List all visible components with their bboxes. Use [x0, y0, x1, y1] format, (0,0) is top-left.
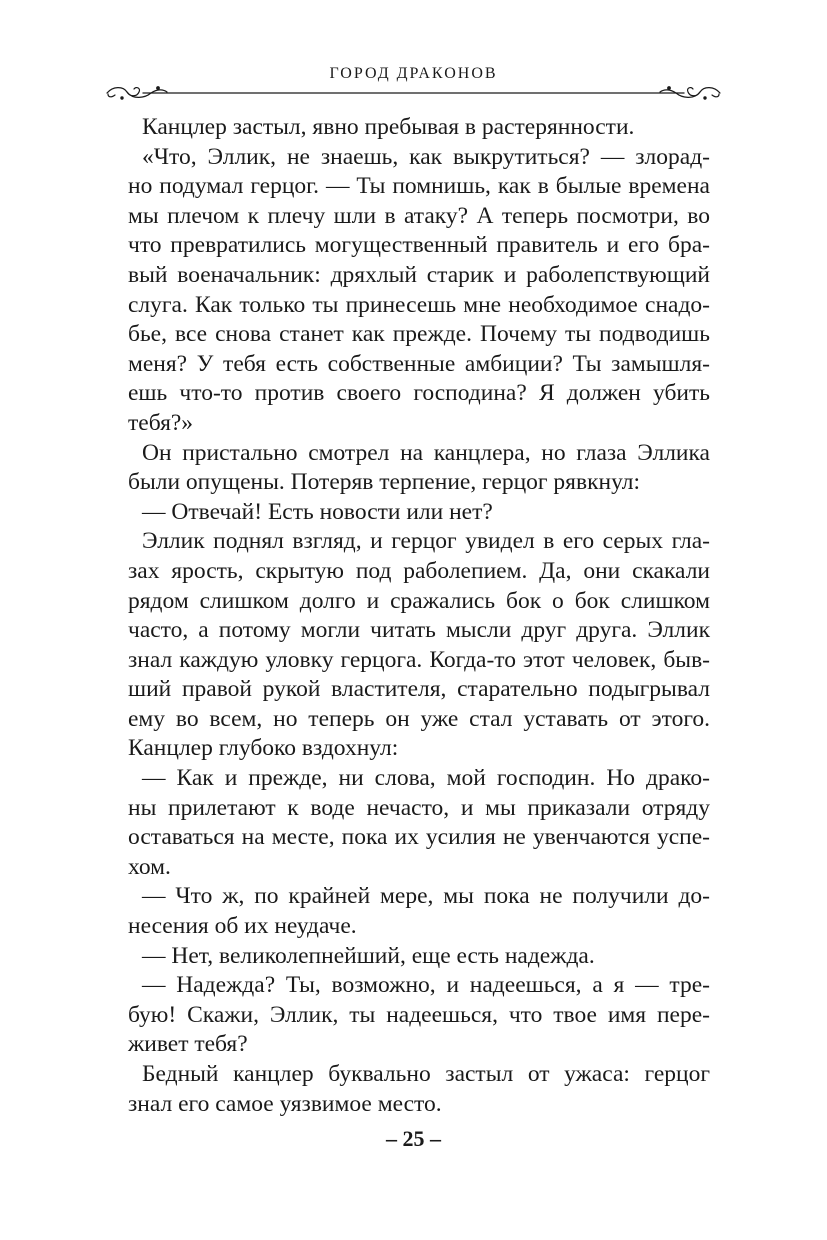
text-line: мы плечом к плечу шли в атаку? А теперь посмотри, во — [128, 202, 710, 229]
text-line: Канцлер застыл, явно пребывая в растерянности. — [142, 114, 635, 140]
text-line: знал его самое уязвимое место. — [128, 1090, 442, 1117]
text-line: — Как и прежде, ни слова, мой господин. Но драко- — [142, 765, 710, 792]
text-line: ны прилетают к воде нечасто, и мы приказали отряду — [128, 794, 710, 821]
text-line: зах ярость, скрытую под раболепием. Да, они скакали — [128, 557, 710, 584]
text-line: — Что ж, по крайней мере, мы пока не получили до- — [142, 883, 710, 910]
text-line: хом. — [128, 853, 171, 880]
text-line: ешь что-то против своего господина? Я должен убить — [128, 380, 710, 407]
text-line: бье, все снова станет как прежде. Почему ты подводишь — [128, 321, 710, 348]
text-line: Бедный канцлер буквально застыл от ужаса: герцог — [142, 1061, 710, 1087]
header-ornament-icon — [105, 80, 722, 104]
text-line: Он пристально смотрел на канцлера, но глаза Эллика — [142, 439, 710, 466]
text-line: часто, а потому могли читать мысли друг друга. Эллик — [128, 617, 710, 644]
text-line: рядом слишком долго и сражались бок о бок слишком — [128, 587, 710, 614]
text-line: — Нет, великолепнейший, еще есть надежда. — [142, 942, 595, 969]
body-text — [128, 113, 710, 1119]
text-line: меня? У тебя есть собственные амбиции? Ты замышля- — [128, 350, 710, 377]
text-line: слуга. Как только ты принесешь мне необходимое снадо- — [128, 291, 710, 318]
text-line: живет тебя? — [128, 1031, 248, 1058]
text-line: но подумал герцог. — Ты помнишь, как в былые времена — [128, 173, 710, 200]
running-header — [105, 64, 722, 104]
text-line: — Отвечай! Есть новости или нет? — [142, 498, 493, 525]
text-line: «Что, Эллик, не знаешь, как выкрутиться? — злорад- — [142, 143, 710, 170]
text-line: несения об их неудаче. — [128, 913, 357, 940]
text-line: оставаться на месте, пока их усилия не увенчаются успе- — [128, 824, 710, 851]
text-line: — Надежда? Ты, возможно, и надеешься, а я — тре- — [142, 972, 710, 999]
text-line: были опущены. Потеряв терпение, герцог рявкнул: — [128, 469, 641, 496]
text-line: знал каждую уловку герцога. Когда-то этот человек, быв- — [128, 646, 710, 673]
text-line: Эллик поднял взгляд, и герцог увидел в его серых гла- — [142, 528, 710, 555]
page-number: – 25 – — [386, 1126, 441, 1151]
text-line: ший правой рукой властителя, старательно подыгрывал — [128, 676, 710, 703]
text-line: Канцлер глубоко вздохнул: — [128, 735, 399, 762]
text-line: ему во всем, но теперь он уже стал уставать от этого. — [128, 705, 710, 732]
text-line: тебя?» — [128, 409, 194, 436]
text-line: бую! Скажи, Эллик, ты надеешься, что твое имя пере- — [128, 1001, 710, 1028]
text-line: что превратились могущественный правитель и его бра- — [128, 232, 710, 259]
text-line: вый военачальник: дряхлый старик и раболепствующий — [128, 261, 710, 288]
book-title: ГОРОД ДРАКОНОВ — [329, 65, 498, 82]
